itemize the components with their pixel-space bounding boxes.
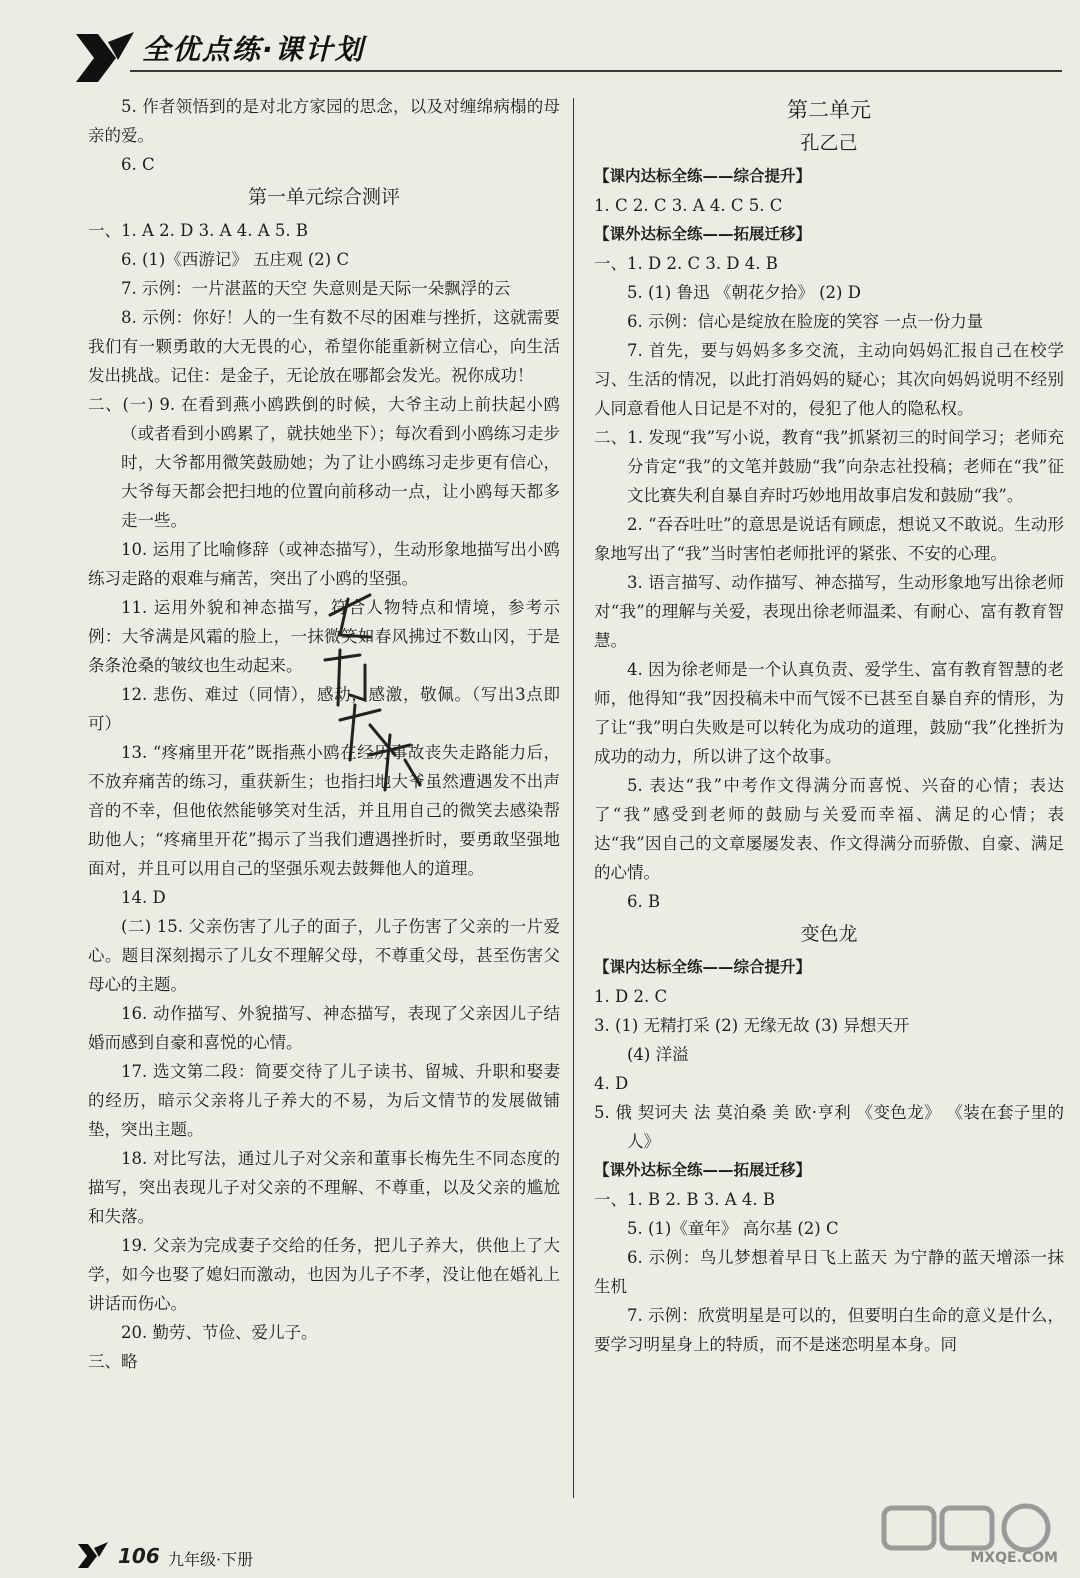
- brand-title: 全优点练·课计划: [142, 33, 365, 66]
- exercise-tag: 【课外达标全练——拓展迁移】: [594, 1161, 812, 1179]
- section-title: 第一单元综合测评: [247, 186, 400, 208]
- page-number: 106: [118, 1544, 160, 1568]
- grade-label: 九年级·下册: [168, 1550, 254, 1569]
- header-rule: [130, 70, 1062, 72]
- section-line: 二、(一) 9. 在看到燕小鸥跌倒的时候，大爷主动上前扶起小鸥（或者看到小鸥累了，就扶她坐下）；每次看到小鸥练习走步时，大爷都用微笑鼓励她；为了让小鸥练习走步更有信心，大爷每天都会把扫地的位置向前移动一点，让小鸥每天都多走一些。: [88, 395, 560, 530]
- answer-line: 14. D: [121, 888, 166, 907]
- section-line: 一、1. B 2. B 3. A 4. B: [594, 1190, 775, 1209]
- answer-line: 10. 运用了比喻修辞（或神态描写），生动形象地描写出小鸥练习走路的艰难与痛苦，突出了小鸥的坚强。: [88, 540, 560, 588]
- brand-x-icon: [72, 30, 142, 86]
- answer-line: 11. 运用外貌和神态描写，符合人物特点和情境，参考示例：大爷满是风霜的脸上，一抹微笑如春风拂过不数山冈，于是条条沧桑的皱纹也生动起来。: [88, 598, 560, 675]
- watermark-text: MXQE.COM: [970, 1550, 1058, 1566]
- answer-line: 6. C: [121, 155, 155, 174]
- answer-line: 8. 示例：你好！人的一生有数不尽的困难与挫折，这就需要我们有一颗勇敢的大无畏的心，希望你能重新树立信心，向生活发出挑战。记住：是金子，无论放在哪都会发光。祝你成功！: [88, 308, 560, 385]
- exercise-tag: 【课内达标全练——综合提升】: [594, 167, 812, 185]
- section-line: 5. 俄 契诃夫 法 莫泊桑 美 欧·亨利 《变色龙》 《装在套子里的人》: [594, 1103, 1064, 1151]
- footer-x-icon: [76, 1542, 110, 1570]
- exercise-tag: 【课外达标全练——拓展迁移】: [594, 225, 812, 243]
- answer-line: 6. (1)《西游记》 五庄观 (2) C: [121, 250, 350, 269]
- answer-line: 3. (1) 无精打采 (2) 无缘无故 (3) 异想天开: [594, 1016, 910, 1035]
- answer-line: 1. C 2. C 3. A 4. C 5. C: [594, 196, 783, 215]
- answer-line: 18. 对比写法，通过儿子对父亲和董事长梅先生不同态度的描写，突出表现儿子对父亲的不理解、不尊重，以及父亲的尴尬和失落。: [88, 1149, 560, 1226]
- handwritten-scribble: [310, 585, 460, 795]
- unit-title: 第二单元: [787, 98, 871, 122]
- answer-line: 6. 示例：信心是绽放在脸庞的笑容 一点一份力量: [627, 312, 984, 331]
- answer-line: 16. 动作描写、外貌描写、神态描写，表现了父亲因儿子结婚而感到自豪和喜悦的心情。: [88, 1004, 560, 1052]
- section-line: 二、1. 发现“我”写小说，教育“我”抓紧初三的时间学习；老师充分肯定“我”的文笔并鼓励“我”向杂志社投稿；老师在“我”征文比赛失利自暴自弃时巧妙地用故事启发和鼓励“我”。: [594, 428, 1064, 505]
- section-line: 三、略: [88, 1352, 138, 1371]
- section-title: 变色龙: [800, 923, 858, 945]
- answer-line: (二) 15. 父亲伤害了儿子的面子，儿子伤害了父亲的一片爱心。题目深刻揭示了儿女不理解父母，不尊重父母，甚至伤害父母心的主题。: [88, 917, 560, 994]
- answer-line: 19. 父亲为完成妻子交给的任务，把儿子养大，供他上了大学，如今也娶了媳妇而激动，也因为儿子不孝，没让他在婚礼上讲话而伤心。: [88, 1236, 560, 1313]
- answer-line: 2. “吞吞吐吐”的意思是说话有顾虑，想说又不敢说。生动形象地写出了“我”当时害怕老师批评的紧张、不安的心理。: [594, 515, 1064, 563]
- exercise-tag: 【课内达标全练——综合提升】: [594, 958, 812, 976]
- answer-line: 13. “疼痛里开花”既指燕小鸥在经历事故丧失走路能力后，不放弃痛苦的练习，重获新生；也指扫地大爷虽然遭遇发不出声音的不幸，但他依然能够笑对生活，并且用自己的微笑去感染帮助他人；“疼痛里开花”揭示了当我们遭遇挫折时，要勇敢坚强地面对，并且可以用自己的坚强乐观去鼓舞他人的道理。: [88, 743, 560, 878]
- answer-line: 3. 语言描写、动作描写、神态描写，生动形象地写出徐老师对“我”的理解与关爱，表现出徐老师温柔、有耐心、富有教育智慧。: [594, 573, 1064, 650]
- answer-line: 6. 示例：鸟儿梦想着早日飞上蓝天 为宁静的蓝天增添一抹生机: [594, 1248, 1064, 1296]
- answer-line: 7. 示例：欣赏明星是可以的，但要明白生命的意义是什么，要学习明星身上的特质，而不是迷恋明星本身。同: [594, 1306, 1064, 1354]
- watermark: [876, 1502, 1066, 1572]
- section-line: 一、1. A 2. D 3. A 4. A 5. B: [88, 221, 309, 240]
- answer-line: 7. 首先，要与妈妈多多交流，主动向妈妈汇报自己在校学习、生活的情况，以此打消妈妈的疑心；其次向妈妈说明不经别人同意看他人日记是不对的，侵犯了他人的隐私权。: [594, 341, 1064, 418]
- column-divider: [573, 98, 574, 1498]
- section-line: 一、1. D 2. C 3. D 4. B: [594, 254, 778, 273]
- answer-line: 12. 悲伤、难过（同情），感动，感激，敬佩。（写出3点即可）: [88, 685, 560, 733]
- answer-line: 5. 作者领悟到的是对北方家园的思念，以及对缠绵病榻的母亲的爱。: [88, 97, 560, 145]
- answer-line: 6. B: [627, 892, 661, 911]
- answer-line: 20. 勤劳、节俭、爱儿子。: [121, 1323, 318, 1342]
- answer-line: 1. D 2. C: [594, 987, 668, 1006]
- page-header: [0, 0, 1080, 84]
- answer-line: 17. 选文第二段：简要交待了儿子读书、留城、升职和娶妻的经历，暗示父亲将儿子养大的不易，为后文情节的发展做铺垫，突出主题。: [88, 1062, 560, 1139]
- answer-line: 4. D: [594, 1074, 629, 1093]
- answer-line: 7. 示例：一片湛蓝的天空 失意则是天际一朵飘浮的云: [121, 279, 511, 298]
- section-title: 孔乙己: [800, 132, 858, 154]
- answer-line: 5. 表达“我”中考作文得满分而喜悦、兴奋的心情；表达了“我”感受到老师的鼓励与关爱而幸福、满足的心情；表达“我”因自己的文章屡屡发表、作文得满分而骄傲、自豪、满足的心情。: [594, 776, 1064, 882]
- answer-line: 5. (1)《童年》 高尔基 (2) C: [627, 1219, 839, 1238]
- answer-line: 4. 因为徐老师是一个认真负责、爱学生、富有教育智慧的老师，他得知“我”因投稿未中而气馁不已甚至自暴自弃的情形，为了让“我”明白失败是可以转化为成功的道理，鼓励“我”化挫折为成功的动力，所以讲了这个故事。: [594, 660, 1064, 766]
- answer-line: (4) 洋溢: [627, 1045, 689, 1064]
- answer-line: 5. (1) 鲁迅 《朝花夕拾》 (2) D: [627, 283, 861, 302]
- right-column: [594, 92, 1064, 1359]
